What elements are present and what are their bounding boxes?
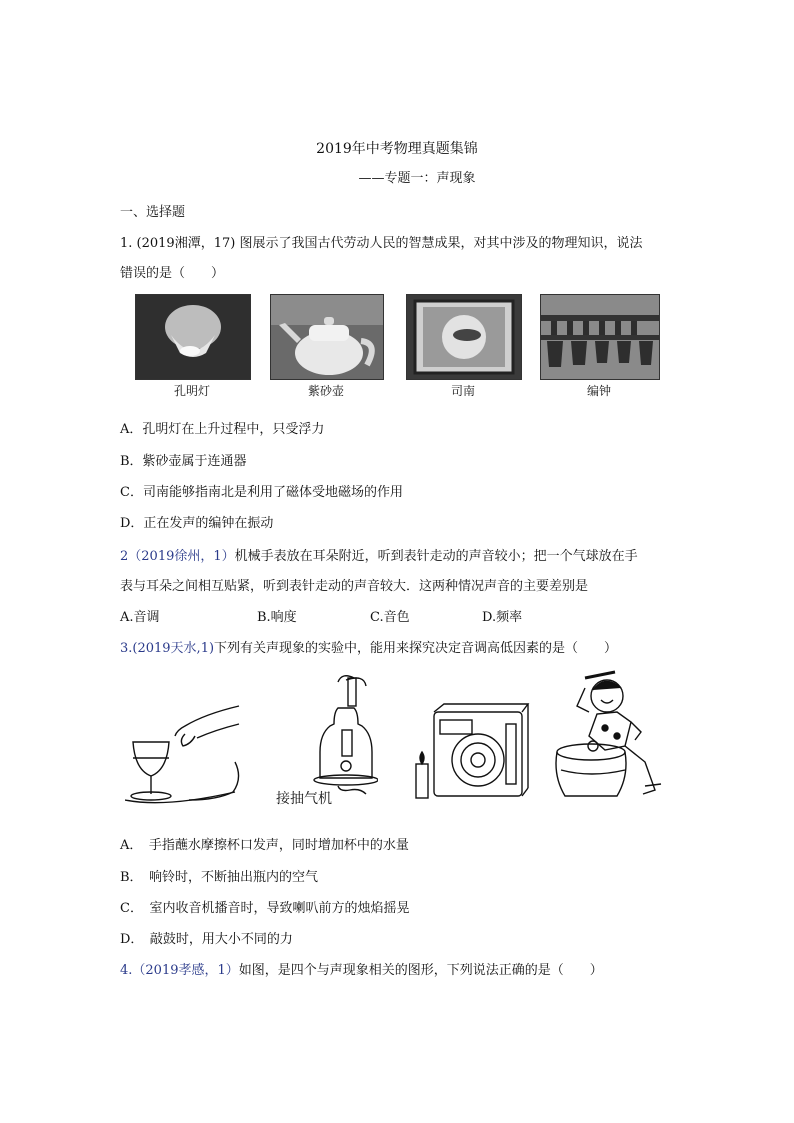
vacuum-pump-label: 接抽气机 bbox=[276, 791, 332, 807]
drummer-figure bbox=[545, 666, 663, 804]
q3-option-c: C． 室内收音机播音时，导致喇叭前方的烛焰摇晃 bbox=[120, 901, 410, 916]
q1-option-d: D．正在发声的编钟在振动 bbox=[120, 516, 274, 531]
radio-candle-figure bbox=[410, 702, 530, 810]
q3-option-a: A． 手指蘸水摩擦杯口发声，同时增加杯中的水量 bbox=[120, 838, 409, 853]
q4-source: 4.（2019孝感，1） bbox=[120, 963, 239, 978]
caption-lantern: 孔明灯 bbox=[173, 384, 210, 398]
q2-option-a: A.音调 bbox=[120, 610, 160, 625]
q2-stem-line2: 表与耳朵之间相互贴紧，听到表针走动的声音较大．这两种情况声音的主要差别是 bbox=[120, 579, 589, 594]
caption-sinan: 司南 bbox=[450, 384, 475, 398]
q2-option-b: B.响度 bbox=[257, 610, 297, 625]
q3-stem-text: 下列有关声现象的实验中，能用来探究决定音调高低因素的是（ ） bbox=[214, 641, 618, 656]
q4-stem bbox=[120, 959, 603, 978]
q3-stem bbox=[120, 637, 617, 656]
page-subtitle: ——专题一：声现象 bbox=[358, 171, 476, 186]
q1-option-a: A．孔明灯在上升过程中，只受浮力 bbox=[120, 422, 325, 437]
kongming-lantern-photo bbox=[135, 294, 251, 380]
q4-stem-text: 如图，是四个与声现象相关的图形，下列说法正确的是（ ） bbox=[238, 963, 603, 978]
bianzhong-bells-photo bbox=[540, 294, 660, 380]
q3-option-d: D． 敲鼓时，用大小不同的力 bbox=[120, 932, 293, 947]
caption-teapot: 紫砂壶 bbox=[307, 384, 344, 398]
q1-stem-line1: 1. (2019湘潭，17) 图展示了我国古代劳动人民的智慧成果，对其中涉及的物理知识，说法 bbox=[120, 236, 643, 251]
caption-bianzhong: 编钟 bbox=[586, 384, 611, 398]
q1-option-c: C．司南能够指南北是利用了磁体受地磁场的作用 bbox=[120, 485, 403, 500]
q2-stem-text: 机械手表放在耳朵附近，听到表针走动的声音较小；把一个气球放在手 bbox=[234, 549, 638, 564]
section-heading: 一、选择题 bbox=[120, 205, 186, 220]
bell-jar-figure bbox=[268, 668, 378, 808]
q2-source: 2（2019徐州，1） bbox=[120, 549, 235, 564]
wineglass-figure bbox=[125, 700, 250, 810]
q1-option-b: B．紫砂壶属于连通器 bbox=[120, 454, 247, 469]
q2-option-d: D.频率 bbox=[482, 610, 523, 625]
q2-option-c: C.音色 bbox=[370, 610, 410, 625]
q3-source: 3.(2019天水,1) bbox=[120, 641, 215, 656]
q1-stem-line2: 错误的是（ ） bbox=[120, 266, 225, 281]
q3-option-b: B． 响铃时，不断抽出瓶内的空气 bbox=[120, 870, 319, 885]
teapot-photo bbox=[270, 294, 384, 380]
compass-sinan-photo bbox=[406, 294, 522, 380]
q2-stem-line1 bbox=[120, 545, 638, 564]
page-title: 2019年中考物理真题集锦 bbox=[316, 141, 478, 157]
